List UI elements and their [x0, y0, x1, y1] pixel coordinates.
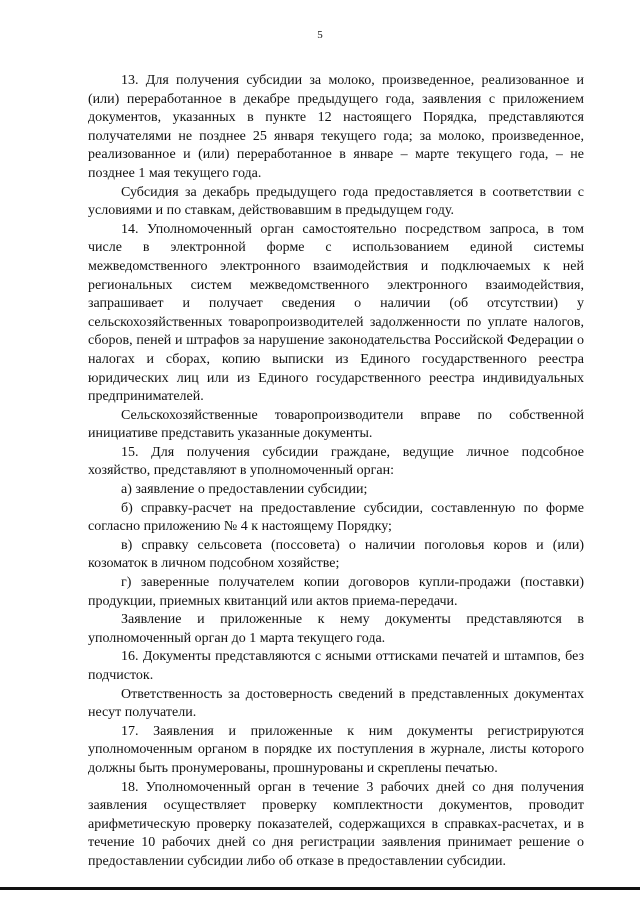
document-body — [88, 72, 584, 872]
paragraph-17: 17. Заявления и приложенные к ним документы регистрируются уполномоченным органом в порядке их поступления в журнале, листы которого должны быть пронумерованы, прошнурованы и скреплены печатью. — [88, 723, 584, 776]
paragraph-15-item-b: б) справку-расчет на предоставление субсидии, составленную по форме согласно приложению № 4 к настоящему Порядку; — [88, 500, 584, 535]
paragraph-14: 14. Уполномоченный орган самостоятельно посредством запроса, в том числе в электронной форме с использованием единой системы межведомственного электронного взаимодействия и подключаемых к ней региональных систем межведомственного электронного взаимодействия, запрашивает и получает сведения о наличии (об отсутствии) у сельскохозяйственных товаропроизводителей задолженности по уплате налогов, сборов, пеней и штрафов за нарушение законодательства Российской Федерации о налогах и сборах, копию выписки из Единого государственного реестра юридических лиц или из Единого государственного реестра индивидуальных предпринимателей. — [88, 221, 584, 405]
paragraph-14-producers-right: Сельскохозяйственные товаропроизводители вправе по собственной инициативе представить указанные документы. — [88, 407, 584, 442]
paragraph-15-item-v: в) справку сельсовета (поссовета) о наличии поголовья коров и (или) козоматок в личном подсобном хозяйстве; — [88, 537, 584, 572]
paragraph-15-item-g: г) заверенные получателем копии договоров купли-продажи (поставки) продукции, приемных квитанций или актов приема-передачи. — [88, 575, 584, 609]
bottom-rule — [0, 887, 640, 890]
paragraph-13: 13. Для получения субсидии за молоко, произведенное, реализованное и (или) переработанное в декабре предыдущего года, заявления с приложением документов, указанных в пункте 12 настоящего Порядка, представляются получателями не позднее 25 января текущего года; за молоко, произведенное, реализованное и (или) переработанное в январе – марте текущего года, – не позднее 1 мая текущего года. — [88, 73, 584, 181]
paragraph-15-item-a: а) заявление о предоставлении субсидии; — [121, 482, 368, 498]
paragraph-15: 15. Для получения субсидии граждане, ведущие личное подсобное хозяйство, представляют в уполномоченный орган: — [88, 444, 584, 479]
paragraph-18: 18. Уполномоченный орган в течение 3 рабочих дней со дня получения заявления осуществляет проверку комплектности документов, проводит арифметическую проверку показателей, содержащихся в справках-расчетах, и в течение 10 рабочих дней со дня регистрации заявления принимает решение о предоставлении субсидии либо об отказе в предоставлении субсидии. — [88, 779, 584, 869]
paragraph-15-deadline: Заявление и приложенные к нему документы представляются в уполномоченный орган до 1 марта текущего года. — [88, 612, 584, 646]
paragraph-13-subsidy-december: Субсидия за декабрь предыдущего года предоставляется в соответствии с условиями и по ставкам, действовавшим в предыдущем году. — [88, 184, 584, 219]
page-number: 5 — [317, 29, 323, 41]
paragraph-16: 16. Документы представляются с ясными оттисками печатей и штампов, без подчисток. — [88, 649, 584, 683]
paragraph-16-responsibility: Ответственность за достоверность сведений в представленных документах несут получатели. — [88, 686, 584, 721]
